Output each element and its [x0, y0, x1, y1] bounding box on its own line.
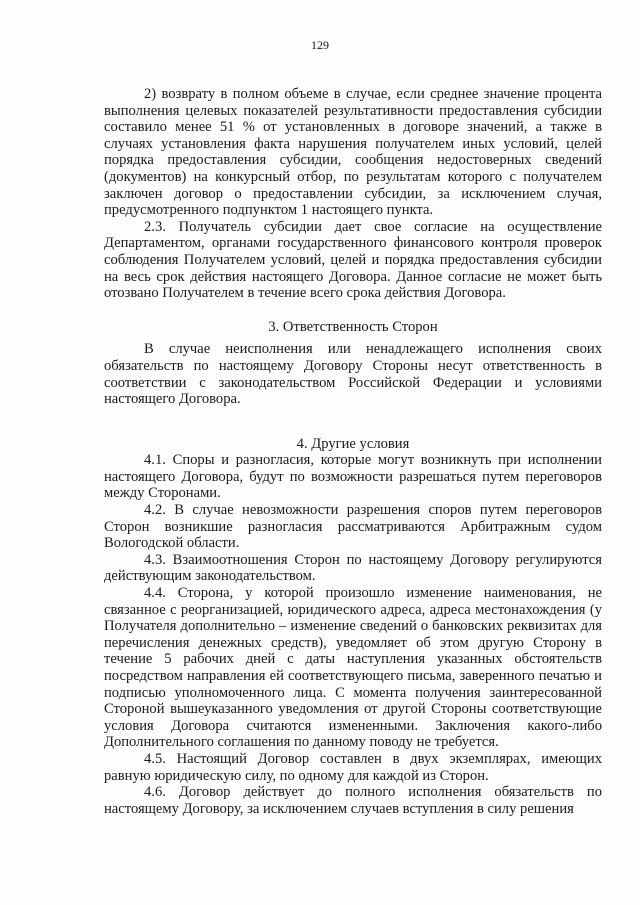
paragraph-4-6: 4.6. Договор действует до полного исполнения обязательств по настоящему Договору, за исключением случаев вступления в силу решения: [104, 784, 602, 817]
paragraph-3-1: В случае неисполнения или ненадлежащего исполнения своих обязательств по настоящему Договору Стороны несут ответственность в соответствии с законодательством Российской Федерации и условиями настоящего Договора.: [104, 341, 602, 408]
spacer: [104, 408, 602, 436]
paragraph-4-1: 4.1. Споры и разногласия, которые могут возникнуть при исполнении настоящего Договора, будут по возможности разрешаться путем переговоров между Сторонами.: [104, 452, 602, 502]
page-number: 129: [311, 38, 329, 52]
section-heading-4: 4. Другие условия: [296, 435, 410, 452]
paragraph-4-2: 4.2. В случае невозможности разрешения споров путем переговоров Сторон возникшие разногласия рассматриваются Арбитражным судом Вологодской области.: [104, 502, 602, 552]
paragraph-2-3: 2.3. Получатель субсидии дает свое согласие на осуществление Департаментом, органами государственного финансового контроля проверок соблюдения Получателем условий, целей и порядка предоставления субсидии на весь срок действия настоящего Договора. Данное согласие не может быть отозвано Получателем в течение всего срока действия Договора.: [104, 218, 602, 302]
paragraph-2-2-item-2: 2) возврату в полном объеме в случае, если среднее значение процента выполнения целевых показателей результативности предоставления субсидии составило менее 51 % от установленных в договоре значений, а также в случаях установления факта нарушения получателем иных условий, целей порядка предоставления субсидии, сообщения недостоверных сведений (документов) на конкурсный отбор, по результатам которого с получателем заключен договор о предоставлении субсидии, за исключением случая, предусмотренного подпунктом 1 настоящего пункта.: [104, 86, 602, 219]
paragraph-4-5: 4.5. Настоящий Договор составлен в двух экземплярах, имеющих равную юридическую силу, по одному для каждой из Сторон.: [104, 750, 602, 784]
document-body: [104, 86, 602, 817]
section-heading-3: 3. Ответственность Сторон: [268, 318, 438, 335]
paragraph-4-4: 4.4. Сторона, у которой произошло изменение наименования, не связанное с реорганизацией, юридического адреса, адреса местонахождения (у Получателя дополнительно – изменение сведений о банковских реквизитах для перечисления денежных средств), уведомляет об этом другую Сторону в течение 5 рабочих дней с даты наступления указанных обстоятельств посредством направления ей соответствующего письма, заверенного печатью и подписью уполномоченного лица. С момента получения заинтересованной Стороной вышеуказанного уведомления от другой Стороны соответствующие условия Договора считаются измененными. Заключения какого-либо Дополнительного соглашения по данному поводу не требуется.: [104, 585, 602, 751]
paragraph-4-3: 4.3. Взаимоотношения Сторон по настоящему Договору регулируются действующим законодательством.: [104, 551, 602, 585]
spacer: [104, 302, 602, 319]
